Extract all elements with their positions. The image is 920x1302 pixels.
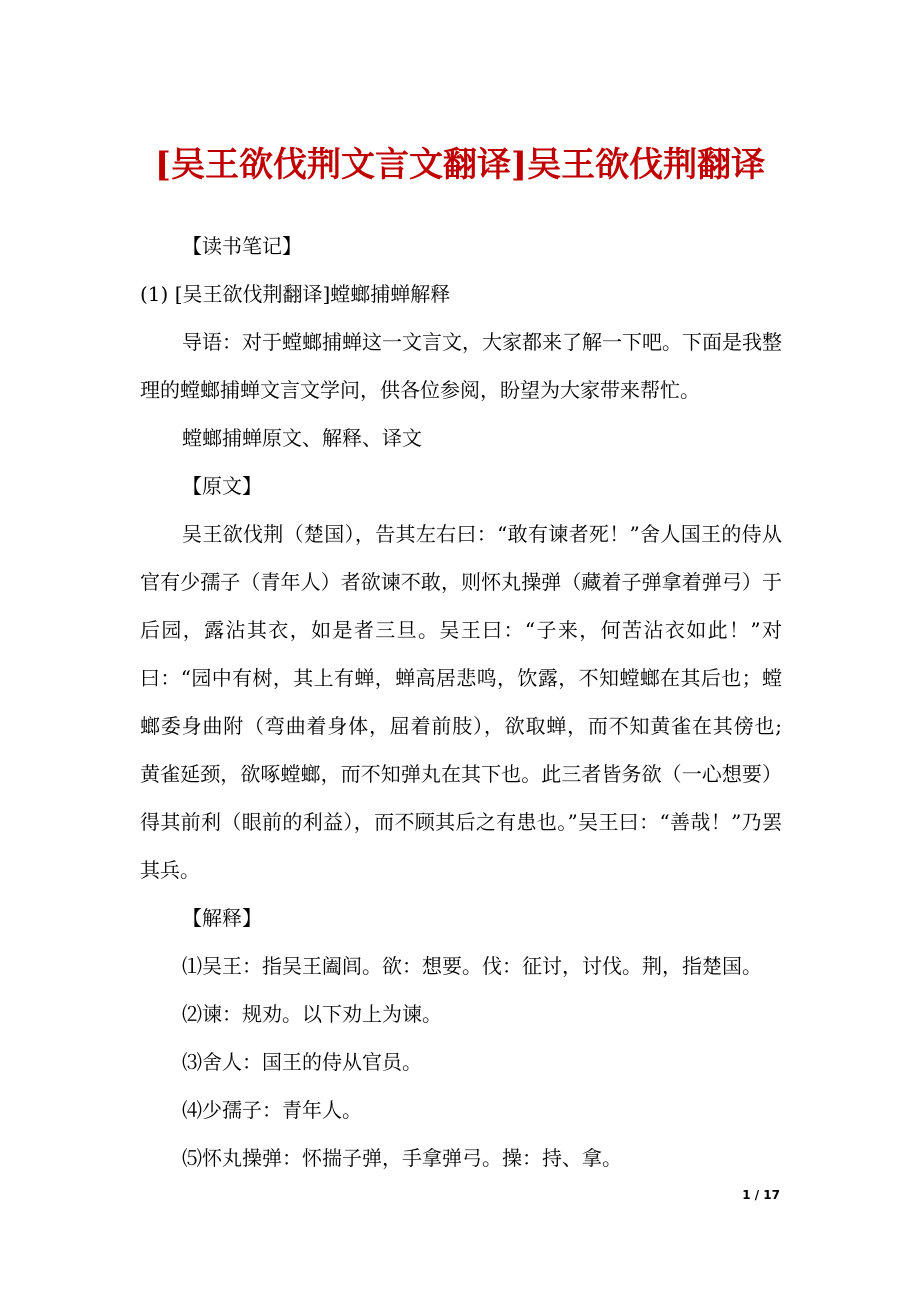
item-1: (1) [吴王欲伐荆翻译]螳螂捕蝉解释 — [140, 282, 451, 306]
original-heading: 【原文】 — [182, 474, 262, 498]
heading-reading-notes: 【读书笔记】 — [182, 234, 302, 258]
note-item: ⑵谏：规劝。以下劝上为谏。 — [182, 1002, 442, 1026]
explain-heading: 【解释】 — [182, 906, 262, 930]
note-item: ⑷少孺子：青年人。 — [182, 1098, 362, 1122]
section-heading: 螳螂捕蝉原文、解释、译文 — [182, 426, 422, 450]
intro-paragraph: 导语：对于螳螂捕蝉这一文言文，大家都来了解一下吧。下面是我整理的螳螂捕蝉文言文学问，供各位参阅，盼望为大家带来帮忙。 — [140, 330, 782, 402]
note-item: ⑴吴王：指吴王阖闾。欲：想要。伐：征讨，讨伐。荆，指楚国。 — [182, 954, 762, 978]
page-number: 1 / 17 — [742, 1188, 780, 1202]
note-item: ⑸怀丸操弹：怀揣子弹，手拿弹弓。操：持、拿。 — [182, 1146, 622, 1170]
original-text-paragraph: 吴王欲伐荆（楚国），告其左右曰：“敢有谏者死！”舍人国王的侍从官有少孺子（青年人）者欲谏不敢，则怀丸操弹（藏着子弹拿着弹弓）于后园，露沾其衣，如是者三旦。吴王曰：“子来，何苦沾衣如此！”对曰：“园中有树，其上有蝉，蝉高居悲鸣，饮露，不知螳螂在其后也；螳螂委身曲附（弯曲着身体，屈着前肢），欲取蝉，而不知黄雀在其傍也; 黄雀延颈，欲啄螳螂，而不知弹丸在其下也。此三者皆务欲（一心想要）得其前利（眼前的利益），而不顾其后之有患也。”吴王曰：“善哉！”乃罢其兵。 — [140, 522, 782, 882]
note-item: ⑶舍人：国王的侍从官员。 — [182, 1050, 422, 1074]
document-title: [吴王欲伐荆文言文翻译]吴王欲伐荆翻译 — [154, 145, 766, 185]
document-body — [140, 222, 782, 1182]
